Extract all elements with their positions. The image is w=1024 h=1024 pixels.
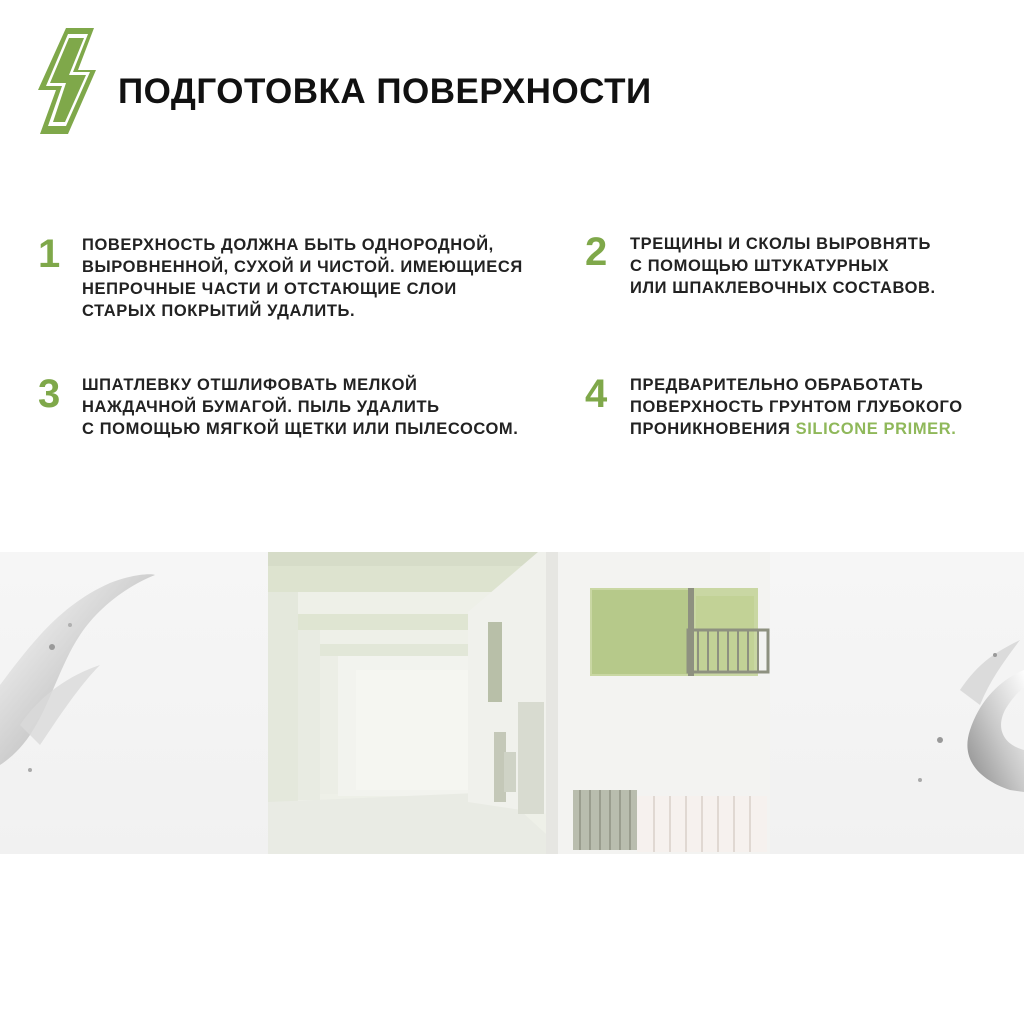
step-2-text: ТРЕЩИНЫ И СКОЛЫ ВЫРОВНЯТЬ С ПОМОЩЬЮ ШТУКАТУРНЫХ ИЛИ ШПАКЛЕВОЧНЫХ СОСТАВОВ. xyxy=(630,235,936,297)
step-1-number: 1 xyxy=(38,232,61,276)
liquid-splash-right xyxy=(900,630,1024,820)
step-4-text: ПРЕДВАРИТЕЛЬНО ОБРАБОТАТЬ ПОВЕРХНОСТЬ ГРУНТОМ ГЛУБОКОГО ПРОНИКНОВЕНИЯ SILICONE PRIMER. xyxy=(630,376,963,438)
step-3-text: ШПАТЛЕВКУ ОТШЛИФОВАТЬ МЕЛКОЙ НАЖДАЧНОЙ БУМАГОЙ. ПЫЛЬ УДАЛИТЬ С ПОМОЩЬЮ МЯГКОЙ ЩЕТКИ ИЛИ ПЫЛЕСОСОМ. xyxy=(82,376,519,438)
product-name: SILICONE PRIMER. xyxy=(795,420,957,438)
step-1-text: ПОВЕРХНОСТЬ ДОЛЖНА БЫТЬ ОДНОРОДНОЙ, ВЫРОВНЕННОЙ, СУХОЙ И ЧИСТОЙ. ИМЕЮЩИЕСЯ НЕПРОЧНЫЕ ЧАСТИ И ОТСТАЮЩИЕ СЛОИ СТАРЫХ ПОКРЫТИЙ УДАЛИТЬ. xyxy=(82,236,523,320)
liquid-splash-left xyxy=(0,565,160,785)
building-photo xyxy=(268,552,770,854)
step-4-number: 4 xyxy=(585,372,608,416)
step-3-number: 3 xyxy=(38,372,61,416)
page-title: ПОДГОТОВКА ПОВЕРХНОСТИ xyxy=(118,72,652,111)
step-2-number: 2 xyxy=(585,230,608,274)
lightning-bolt-icon xyxy=(38,28,98,134)
